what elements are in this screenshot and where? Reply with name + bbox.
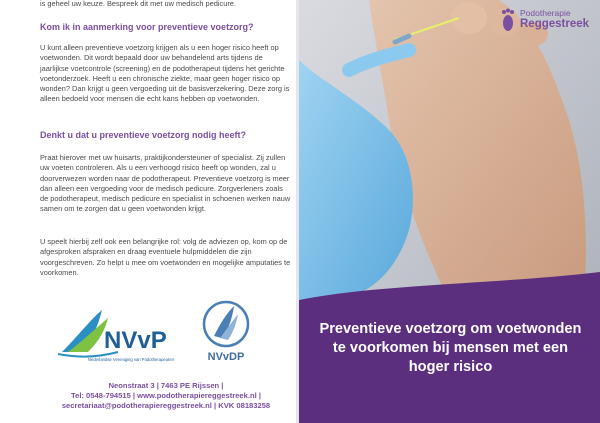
nvvp-logo-text: NVvP [104,327,167,354]
text-column [0,0,296,423]
section2-paragraph-2: U speelt hierbij zelf ook een belangrijke rol: volg de adviezen op, kom op de afgesproken afspraken en draag eventuele hulpmiddelen die zijn voorgeschreven. Zo helpt u mee om voetwonden en mogelijke amputaties te voorkomen. [40,237,291,277]
brand-name-top: Podotherapie [520,8,571,18]
intro-tail-text: is geheel uw keuze. Bespreek dit met uw medisch pedicure. [40,0,236,8]
podotherapie-reggestreek-logo [498,7,598,33]
cover-title: Preventieve voetzorg om voetwonden te voorkomen bij mensen met een hoger risico [319,321,582,375]
section2-heading: Denkt u dat u preventieve voetzorg nodig heeft? [40,130,247,140]
section1-body [40,43,290,105]
nvydp-logo-text: NVvDP [207,351,245,363]
section1-heading: Kom ik in aanmerking voor preventieve voetzorg? [40,22,254,32]
cover-panel [299,0,600,423]
association-logos [40,298,290,368]
section1-paragraph: U kunt alleen preventieve voetzorg krijgen als u een hoger risico heeft op voetwonden. Dit wordt bepaald door uw behandelend arts tijdens de jaarlijkse voetcontrole (screening) en de podotherapeut tijdens het gerichte voetonderzoek. Heeft u een chronische ziekte, maar geen hoger risico op wonden? Dan krijgt u geen vergoeding uit de basisverzekering. Deze zorg is alleen bedoeld voor mensen die echt kans hebben op voetwonden. [40,43,290,104]
section2-body-2 [40,237,292,278]
address-line: Neonstraat 3 | 7463 PE Rijssen | [108,381,224,390]
contact-info [40,381,292,412]
nvvp-logo-subtext: Nederlandse Vereniging van Podotherapeuten [88,357,174,362]
section2-body [40,153,292,215]
email-kvk-line: secretariaat@podotherapiereggestreek.nl | KVK 08183258 [61,401,271,411]
footprint-icon [498,8,518,32]
section2-paragraph-1: Praat hierover met uw huisarts, praktijkondersteuner of specialist. Zij zullen uw voeten controleren. Als u een verhoogd risico heeft op wonden, zal u doorverwezen worden naar de podotherapeut. Preventieve voetzorg is meer dan alleen een vergoeding voor de medisch pedicure. Zorgverleners zoals de podotherapeut, medisch pedicure en specialist in schoenen werken nauw samen om te zorgen dat u geen voetwonden krijgt. [40,153,291,214]
nvydp-logo [192,298,260,366]
phone-website-line: Tel: 0548-794515 | www.podotherapiereggestreek.nl | [71,391,261,401]
brand-name-bottom: Reggestreek [520,18,590,30]
nvvp-logo [58,306,178,364]
